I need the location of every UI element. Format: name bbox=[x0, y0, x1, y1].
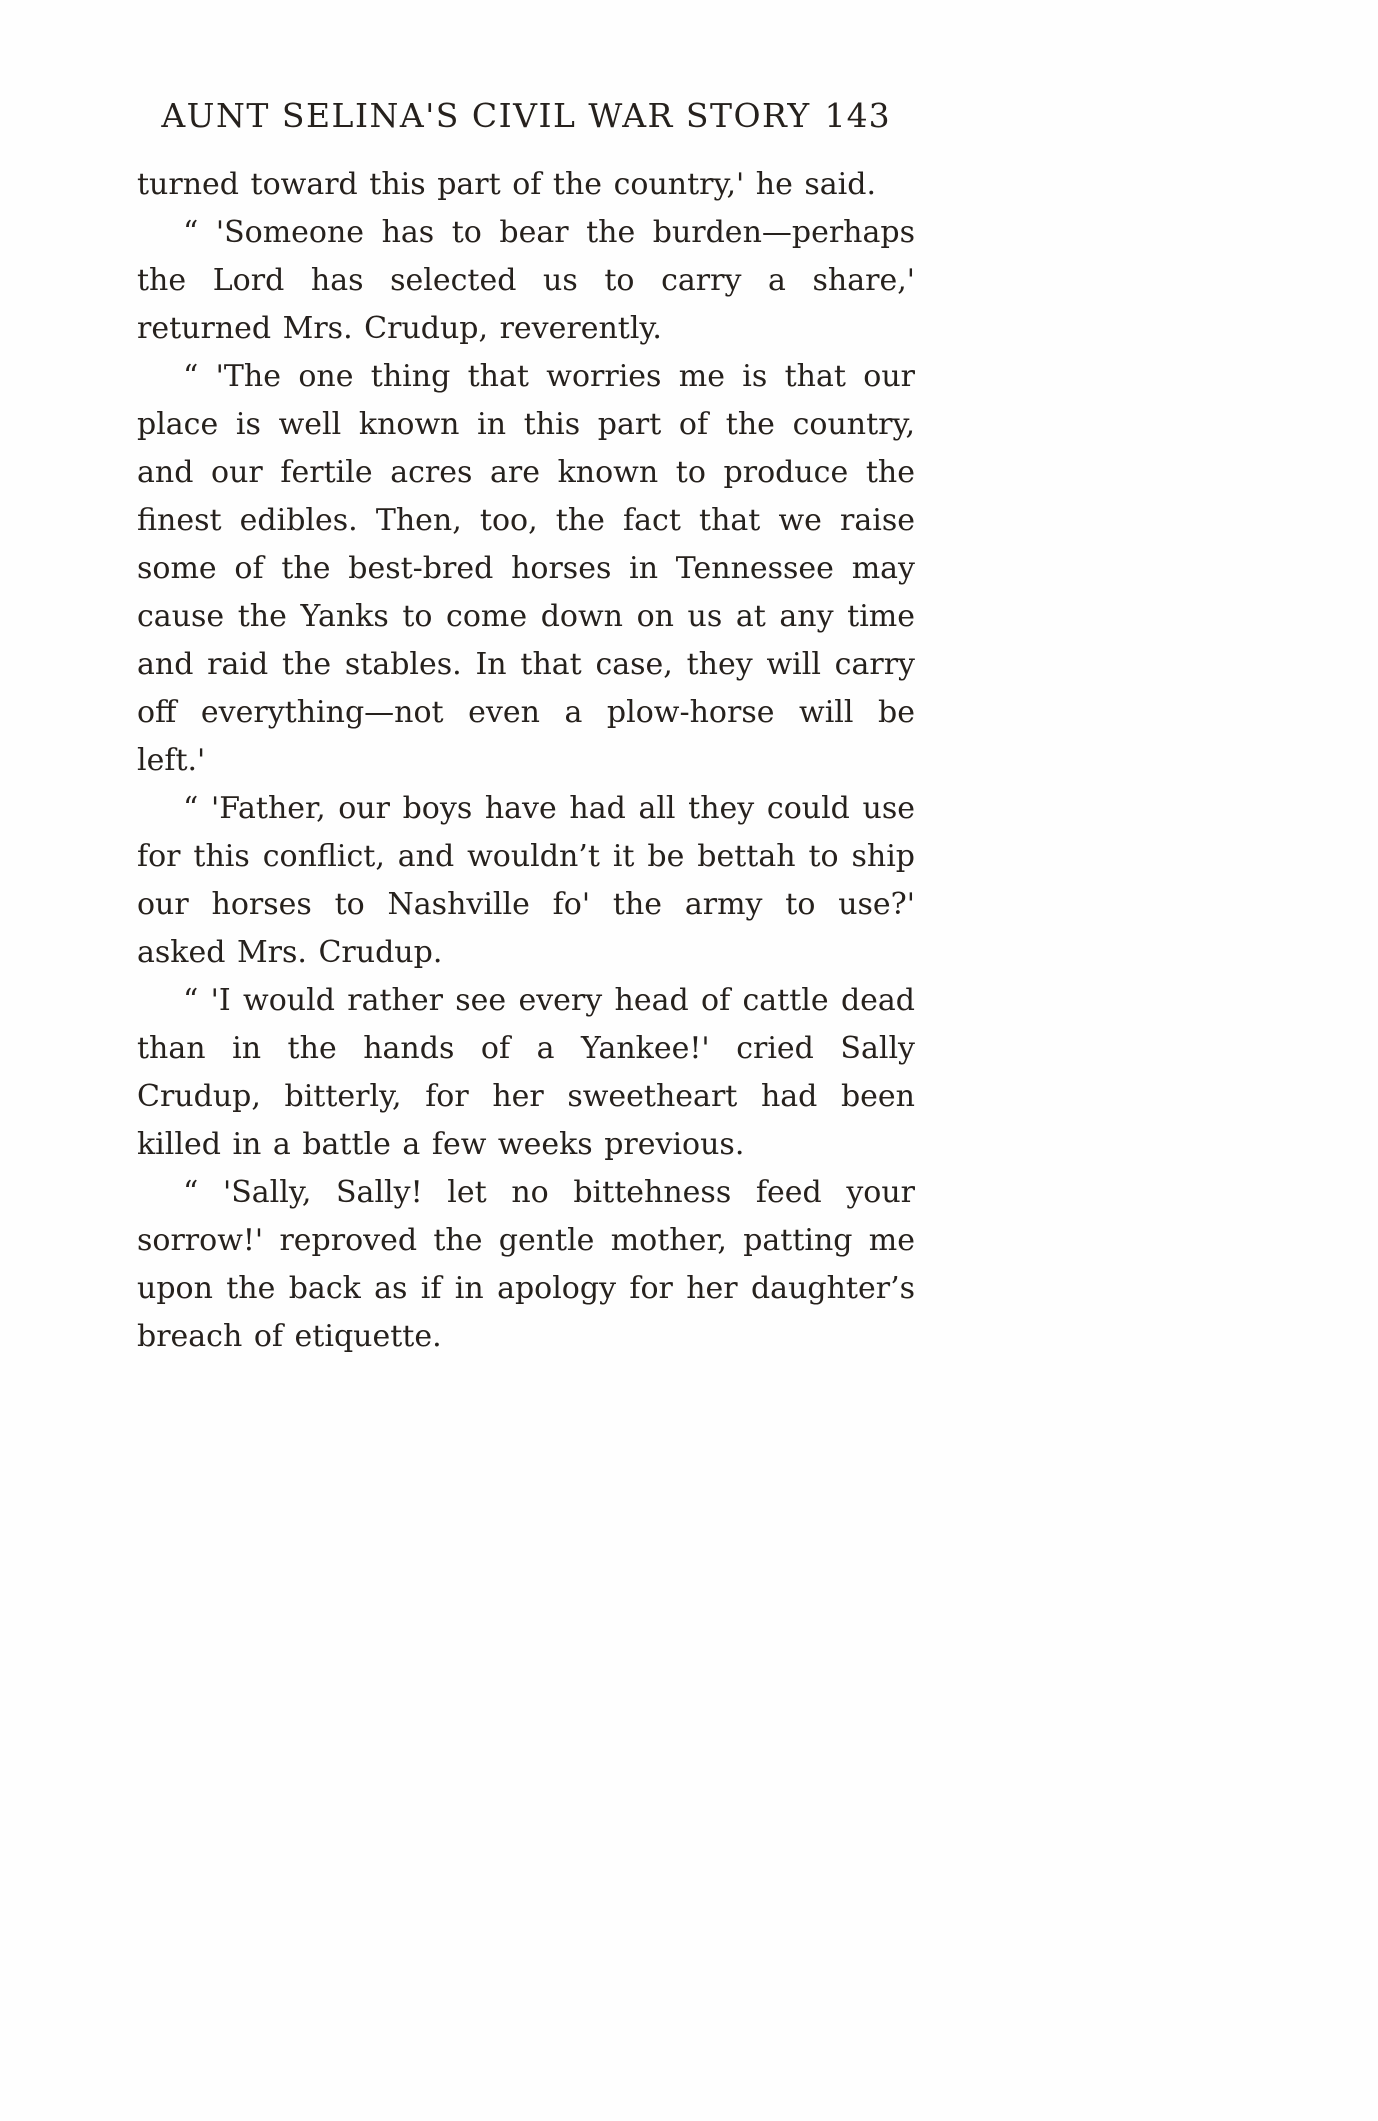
page-number: 143 bbox=[824, 96, 891, 135]
paragraph: “ 'Someone has to bear the burden—perhaps the Lord has selected us to carry a share,' returned Mrs. Crudup, reverently. bbox=[137, 215, 915, 346]
paragraph: “ 'The one thing that worries me is that our place is well known in this part of the country, and our fertile acres are known to produce the finest edibles. Then, too, the fact that we raise some of the best-bred horses in Tennessee may cause the Yanks to come down on us at any time and raid the stables. In that case, they will carry off everything—not even a plow-horse will be left.' bbox=[137, 359, 915, 778]
paragraph: turned toward this part of the country,' he said. bbox=[137, 167, 877, 202]
paragraph: “ 'Father, our boys have had all they could use for this conflict, and wouldn’t it be bettah to ship our horses to Nashville fo' the army to use?' asked Mrs. Crudup. bbox=[137, 791, 915, 970]
body-text bbox=[137, 161, 915, 1361]
page-title: AUNT SELINA'S CIVIL WAR STORY bbox=[161, 96, 811, 135]
page-content bbox=[137, 96, 915, 1361]
running-header bbox=[137, 96, 915, 135]
paragraph: “ 'Sally, Sally! let no bittehness feed your sorrow!' reproved the gentle mother, patting me upon the back as if in apology for her daughter’s breach of etiquette. bbox=[137, 1175, 915, 1354]
paragraph: “ 'I would rather see every head of cattle dead than in the hands of a Yankee!' cried Sally Crudup, bitterly, for her sweetheart had been killed in a battle a few weeks previous. bbox=[137, 983, 915, 1162]
